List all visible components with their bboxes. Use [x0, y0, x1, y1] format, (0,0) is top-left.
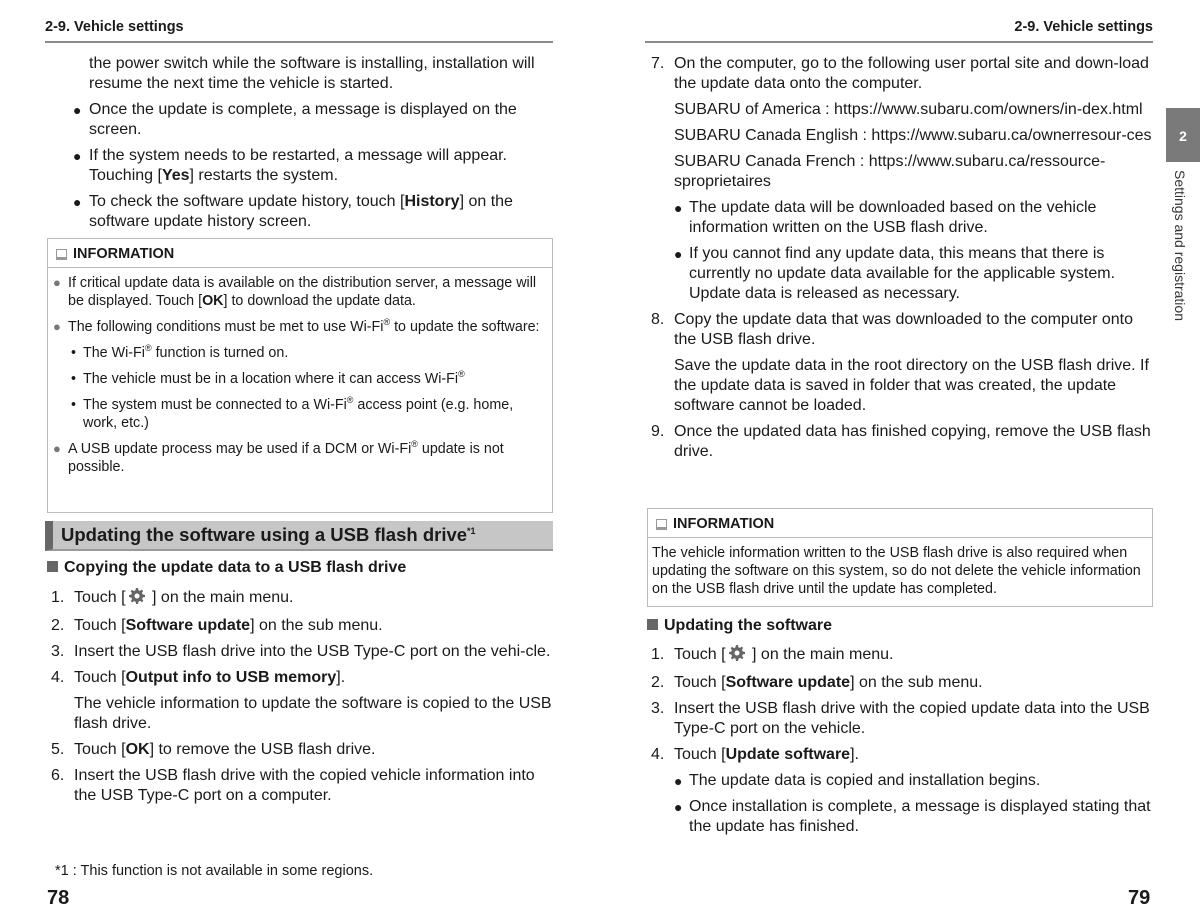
gear-icon [729, 645, 745, 667]
information-title [48, 239, 552, 268]
text: ]. [336, 669, 346, 686]
text: If critical update data is available on the distribution server, a message will be displayed. Touch [ [68, 275, 537, 309]
text: The following conditions must be met to use Wi-Fi [68, 319, 384, 335]
sub-heading: Updating the software [647, 616, 832, 636]
button-label-text: Software update [125, 617, 251, 634]
bullet-item [45, 146, 553, 186]
text: The system must be connected to a Wi-Fi [83, 397, 347, 413]
text: The vehicle information to update the software is copied to the USB flash drive. [74, 695, 552, 732]
step-item [45, 588, 553, 610]
book-icon [56, 249, 67, 260]
step-note [74, 694, 553, 734]
text: Save the update data in the root directory on the USB flash drive. If the update data is saved in folder that was created, the update software cannot be loaded. [674, 357, 1149, 414]
text: Insert the USB flash drive with the copied update data into the USB Type-C port on the vehicle. [674, 700, 1150, 737]
gear-icon [129, 588, 145, 610]
superscript: *1 [467, 525, 476, 536]
chapter-tab-label: Settings and registration [1172, 170, 1188, 321]
text: If you cannot find any update data, this means that there is currently no update data available for the applicable system. Update data is released as necessary. [689, 245, 1116, 302]
text: ] restarts the system. [189, 167, 339, 184]
text: Touch [ [674, 646, 726, 663]
text: Copy the update data that was downloaded to the computer onto the USB flash drive. [674, 311, 1133, 348]
step-text [674, 645, 1153, 667]
text: Insert the USB flash drive with the copied vehicle information into the USB Type-C port on a computer. [74, 767, 535, 804]
information-title-text: INFORMATION [673, 516, 775, 532]
footnote: *1 : This function is not available in some regions. [55, 863, 374, 879]
button-label-text: Software update [725, 674, 851, 691]
intro-continuation [45, 54, 553, 94]
information-title-text: INFORMATION [73, 246, 175, 262]
steps-list [645, 54, 1153, 468]
section-title [45, 521, 553, 551]
text: Touch [ [674, 746, 726, 763]
step-item [645, 645, 1153, 667]
page-header-right: 2-9. Vehicle settings [645, 17, 1153, 43]
sub-heading: Copying the update data to a USB flash drive [47, 558, 406, 578]
text: Once installation is complete, a message is displayed stating that the update has finished. [689, 798, 1151, 835]
step-item [45, 668, 553, 734]
text: function is turned on. [151, 345, 289, 361]
page-header-left: 2-9. Vehicle settings [45, 17, 553, 43]
text: If the system needs to be restarted, a message will appear. Touching [ [89, 147, 507, 184]
button-label-text: OK [125, 741, 150, 758]
step-number: 6. [51, 767, 65, 784]
information-item [53, 396, 542, 432]
information-box [647, 508, 1153, 607]
text: Touch [ [74, 669, 126, 686]
step-number: 2. [51, 617, 65, 634]
step-item [645, 673, 1153, 693]
chapter-tab[interactable]: 2 [1166, 108, 1200, 162]
step-text [674, 54, 1153, 94]
step-text [674, 673, 1153, 693]
step-note [674, 152, 1153, 192]
superscript: ® [144, 343, 152, 354]
text: SUBARU Canada English : https://www.subaru.ca/ownerresour-ces [674, 127, 1152, 144]
step-number: 8. [651, 311, 665, 328]
step-item [645, 54, 1153, 304]
button-label-text: Output info to USB memory [125, 669, 337, 686]
text: ] to remove the USB flash drive. [149, 741, 376, 758]
step-item [645, 422, 1153, 462]
text: Insert the USB flash drive into the USB Type-C port on the vehi-cle. [74, 643, 551, 660]
text: On the computer, go to the following user portal site and down-load the update data onto the computer. [674, 55, 1149, 92]
text: the power switch while the software is installing, installation will resume the next time the vehicle is started. [89, 55, 535, 92]
text: Touch [ [74, 741, 126, 758]
text: Touch [ [674, 674, 726, 691]
information-item [53, 318, 542, 336]
button-label-text: History [404, 193, 460, 210]
step-bullet [674, 198, 1153, 238]
steps-list [645, 645, 1153, 843]
information-item [53, 274, 542, 310]
button-label-text: Yes [161, 167, 190, 184]
page-number-left: 78 [47, 887, 70, 909]
step-item [45, 766, 553, 806]
text: access point (e.g. home, work, etc.) [83, 397, 514, 431]
step-text [674, 422, 1153, 462]
step-note [674, 356, 1153, 416]
text: SUBARU of America : https://www.subaru.com/owners/in-dex.html [674, 101, 1143, 118]
step-text [674, 310, 1153, 350]
left-intro [45, 54, 553, 238]
step-bullet [674, 771, 1153, 791]
step-item [645, 745, 1153, 837]
step-text [674, 699, 1153, 739]
step-text [74, 642, 553, 662]
step-number: 3. [51, 643, 65, 660]
step-number: 4. [651, 746, 665, 763]
button-label-text: Update software [725, 746, 851, 763]
step-text [674, 745, 1153, 765]
step-note [674, 100, 1153, 120]
book-icon [656, 519, 667, 530]
text: Touch [ [74, 617, 126, 634]
button-label-text: OK [202, 293, 224, 309]
step-number: 1. [651, 646, 665, 663]
text: SUBARU Canada French : https://www.subaru.ca/ressource-sproprietaires [674, 153, 1106, 190]
text: The update data will be downloaded based on the vehicle information written on the USB flash drive. [689, 199, 1097, 236]
step-bullet [674, 797, 1153, 837]
information-item [53, 370, 542, 388]
step-text [74, 588, 553, 610]
step-number: 1. [51, 589, 65, 606]
text: The update data is copied and installation begins. [689, 772, 1041, 789]
information-item [53, 440, 542, 476]
page-number-right: 79 [1128, 887, 1151, 909]
step-text [74, 616, 553, 636]
information-text: The vehicle information written to the USB flash drive is also required when updating the software on this system, so do not delete the vehicle information on the USB flash drive until the update has completed. [652, 545, 1141, 597]
text: to update the software: [390, 319, 540, 335]
step-bullet [674, 244, 1153, 304]
bullet-item [45, 100, 553, 140]
text: To check the software update history, touch [ [89, 193, 405, 210]
information-box [47, 238, 553, 513]
text: Once the updated data has finished copying, remove the USB flash drive. [674, 423, 1151, 460]
text: Touch [ [74, 589, 126, 606]
information-item [53, 344, 542, 362]
step-number: 4. [51, 669, 65, 686]
bullet-item [45, 192, 553, 232]
text: ]. [850, 746, 859, 763]
text: A USB update process may be used if a DCM or Wi-Fi [68, 441, 412, 457]
step-number: 9. [651, 423, 665, 440]
superscript: ® [458, 369, 465, 380]
text: The vehicle must be in a location where it can access Wi-Fi [83, 371, 459, 387]
information-title [648, 509, 1152, 538]
step-item [45, 740, 553, 760]
step-text [74, 766, 553, 806]
step-number: 5. [51, 741, 65, 758]
text: ] on the main menu. [747, 646, 894, 663]
text: ] to download the update data. [223, 293, 416, 309]
step-number: 3. [651, 700, 665, 717]
text: update is not possible. [68, 441, 504, 475]
text: ] on the sub menu. [850, 674, 983, 691]
step-item [645, 310, 1153, 416]
text: ] on the software update history screen. [89, 193, 513, 230]
steps-list [45, 588, 553, 812]
step-note [674, 126, 1153, 146]
step-item [45, 642, 553, 662]
text: Updating the software using a USB flash drive [61, 524, 468, 545]
step-item [645, 699, 1153, 739]
step-text [74, 740, 553, 760]
text: ] on the sub menu. [250, 617, 383, 634]
step-item [45, 616, 553, 636]
step-number: 7. [651, 55, 665, 72]
text: Once the update is complete, a message is displayed on the screen. [89, 101, 517, 138]
step-number: 2. [651, 674, 665, 691]
step-text [74, 668, 553, 688]
superscript: ® [346, 395, 354, 406]
text: The Wi-Fi [83, 345, 145, 361]
text: ] on the main menu. [147, 589, 294, 606]
superscript: ® [383, 317, 391, 328]
superscript: ® [411, 439, 418, 450]
